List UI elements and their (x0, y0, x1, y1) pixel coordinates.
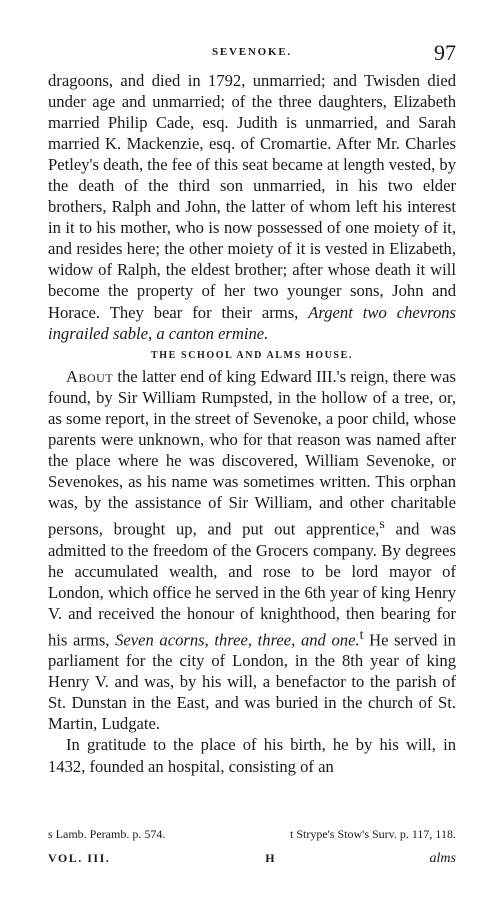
arms-blazon: Argent two chevrons ingrailed sable, a canton ermine. (48, 302, 456, 343)
paragraph-text: the latter end of king Edward III.'s reign, there was found, by Sir William Rumpsted, in the hollow of a tree, or, as some report, in the street of Sevenoke, a poor child, whose parents were unknown, who for that reason was named after the place where he was discovered, William Sevenoke, or Sevenokes, as his name was sometimes written. This orphan was, by the assistance of Sir William, and other charitable persons, brought up, and put out apprentice, (48, 366, 456, 539)
running-head (48, 40, 456, 70)
section-heading: THE SCHOOL AND ALMS HOUSE. (151, 349, 353, 361)
footnote-s: s Lamb. Peramb. p. 574. (48, 827, 166, 841)
body-text (48, 70, 456, 777)
paragraph-text: In gratitude to the place of his birth, he by his will, in 1432, founded an hospital, consisting of an (48, 735, 456, 776)
footnote-t: t Strype's Stow's Surv. p. 117, 118. (289, 827, 456, 841)
paragraph-text: dragoons, and died in 1792, unmarried; and Twisden died under age and unmarried; of the three daughters, Elizabeth married Philip Cade, esq. Judith is unmarried, and Sarah married K. Mackenzie, esq. of Cromartie. After Mr. Charles Petley's death, the fee of this seat became at length vested, by the death of the third son unmarried, in his two elder brothers, Ralph and John, the latter of whom left his interest in it to his mother, who is now possessed of one moiety of it, and resides here; the other moiety of it is vested in Elizabeth, widow of Ralph, the eldest brother; after whose death it will become the property of her two younger sons, John and Horace. They bear for their arms, (48, 71, 457, 322)
paragraph-petley-family (48, 70, 456, 344)
signature-mark: H (265, 851, 275, 865)
volume-label: VOL. III. (48, 851, 111, 865)
footnote-ref-s: s (379, 515, 385, 531)
paragraph-text: He served in parliament for the city of London, in the 8th year of king Henry V. and was, by his will, a benefactor to the parish of St. Dunstan in the East, and was buried in the church of St. Martin, Ludgate. (48, 630, 456, 734)
footnotes (48, 827, 456, 842)
page-number: 97 (434, 40, 456, 65)
paragraph-lead-word: About (66, 366, 114, 386)
page-footer (48, 851, 456, 867)
paragraph-sevenoke-orphan (48, 366, 456, 735)
running-title: SEVENOKE. (211, 46, 293, 58)
footnote-ref-t: t (359, 626, 364, 642)
paragraph-hospital (48, 734, 456, 776)
arms-blazon: Seven acorns, three, three, and one. (115, 630, 360, 650)
paragraph-text: and was admitted to the freedom of the Grocers company. By degrees he accumulated wealth, and rose to be lord mayor of London, which office he served in the 6th year of king Henry V. and received the honour of knighthood, then bearing for his arms, (48, 519, 457, 650)
catchword: alms (429, 851, 456, 866)
